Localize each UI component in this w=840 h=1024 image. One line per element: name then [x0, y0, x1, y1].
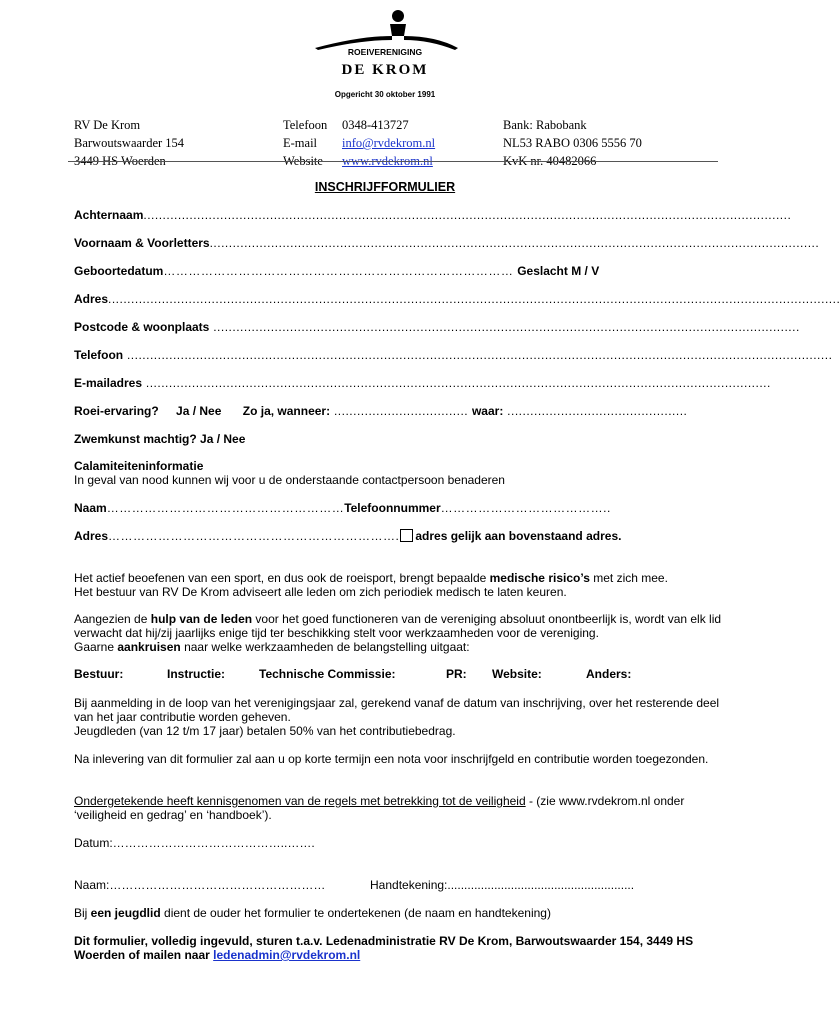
contact-adres-field[interactable]: Adres……………………………………………………………. adres gelijk aan bovenstaand adres.: [74, 529, 622, 543]
safety-paragraph: Ondergetekende heeft kennisgenomen van de regels met betrekking tot de veiligheid - (zie www.rvdekrom.nl onder ‘veiligheid en gedrag’ en ‘handboek’).: [74, 794, 685, 822]
phone-number: 0348-413727: [342, 118, 409, 132]
rower-logo-icon: [300, 8, 470, 82]
header-divider: [68, 161, 718, 162]
contribution-paragraph: Bij aanmelding in de loop van het verenigingsjaar zal, gerekend vanaf de datum van inschrijving, over het resterende deel van het jaar contributie worden geheven. Jeugdleden (van 12 t/m 17 jaar) betalen 50% van het contributiebedrag.: [74, 696, 720, 738]
adres-field[interactable]: Adres...............................................................................................................................................................................................: [74, 292, 840, 306]
svg-text:DE KROM: DE KROM: [341, 62, 429, 78]
zwemkunst-field[interactable]: Zwemkunst machtig? Ja / Nee: [74, 432, 246, 446]
postcode-field[interactable]: Postcode & woonplaats .........................................................................................................................................................: [74, 320, 800, 334]
signature-field[interactable]: Handtekening:........................................................: [370, 878, 635, 892]
email-link[interactable]: info@rvdekrom.nl: [342, 136, 436, 150]
volunteer-paragraph: Aangezien de hulp van de leden voor het goed functioneren van de vereniging absoluut onontbeerlijk is, wordt van elk lid verwacht dat hij/zij jaarlijks enige tijd ter beschikking stelt voor werkzaamheden voor de vereniging. Gaarne aankruisen naar welke werkzaamheden de belangstelling uitgaat:: [74, 612, 722, 654]
achternaam-field[interactable]: Achternaam.........................................................................................................................................................................: [74, 208, 792, 222]
bank-block: Bank: Rabobank NL53 RABO 0306 5556 70 KvK nr. 40482066: [503, 118, 642, 168]
club-logo: [300, 8, 470, 82]
calamity-section: [74, 459, 724, 487]
roei-option[interactable]: Ja / Nee: [176, 404, 222, 418]
role-instructie[interactable]: Instructie:: [167, 667, 226, 681]
contact-labels: Telefoon E-mail Website: [283, 118, 328, 168]
role-website[interactable]: Website:: [492, 667, 542, 681]
role-anders[interactable]: Anders:: [586, 667, 632, 681]
invoice-paragraph: Na inlevering van dit formulier zal aan u op korte termijn een nota voor inschrijfgeld en contributie worden toegezonden.: [74, 752, 709, 766]
voornaam-field[interactable]: Voornaam & Voorletters...............................................................................................................................................................: [74, 236, 820, 250]
name-signature-field[interactable]: Naam:………………………………………………: [74, 878, 326, 892]
address-block: RV De Krom Barwoutswaarder 154 3449 HS Woerden: [74, 118, 185, 168]
same-address-checkbox[interactable]: [400, 529, 413, 542]
founded-date: Opgericht 30 oktober 1991: [334, 90, 436, 99]
youth-paragraph: Bij een jeugdlid dient de ouder het formulier te ondertekenen (de naam en handtekening): [74, 906, 551, 920]
calamity-title: Calamiteiteninformatie: [74, 459, 204, 473]
zwem-option[interactable]: Ja / Nee: [200, 432, 246, 446]
calamity-intro: In geval van nood kunnen wij voor u de onderstaande contactpersoon benaderen: [74, 473, 505, 487]
date-field[interactable]: Datum:……………………………………..…….: [74, 836, 315, 850]
role-bestuur[interactable]: Bestuur:: [74, 667, 124, 681]
form-title: INSCHRIJFFORMULIER: [314, 180, 456, 194]
roei-ervaring-field[interactable]: Roei-ervaring? Ja / Nee Zo ja, wanneer: ................................... waar: ...............................................: [74, 404, 688, 418]
telefoon-field[interactable]: Telefoon ........................................................................................................................................................................................: [74, 348, 833, 362]
ledenadmin-email-link[interactable]: ledenadmin@rvdekrom.nl: [213, 948, 361, 962]
volunteer-roles: [74, 667, 674, 683]
email-field[interactable]: E-mailadres ...................................................................................................................................................................: [74, 376, 771, 390]
geslacht-field[interactable]: Geslacht M / V: [517, 264, 600, 278]
role-technische-commissie[interactable]: Technische Commissie:: [259, 667, 396, 681]
contact-naam-field[interactable]: Naam…………………………………………………Telefoonnummer…………………………………..: [74, 501, 611, 515]
role-pr[interactable]: PR:: [446, 667, 467, 681]
submit-paragraph: Dit formulier, volledig ingevuld, sturen t.a.v. Ledenadministratie RV De Krom, Barwoutswaarder 154, 3449 HS Woerden of mailen naar ledenadmin@rvdekrom.nl: [74, 934, 694, 962]
website-link[interactable]: www.rvdekrom.nl: [342, 154, 433, 168]
geboortedatum-field[interactable]: Geboortedatum………………………………………………………………………… Geslacht M / V: [74, 264, 600, 278]
svg-text:ROEIVERENIGING: ROEIVERENIGING: [347, 47, 423, 57]
medical-paragraph: Het actief beoefenen van een sport, en dus ook de roeisport, brengt bepaalde medische risico’s met zich mee. Het bestuur van RV De Krom adviseert alle leden om zich periodiek medisch te laten keuren.: [74, 571, 668, 599]
